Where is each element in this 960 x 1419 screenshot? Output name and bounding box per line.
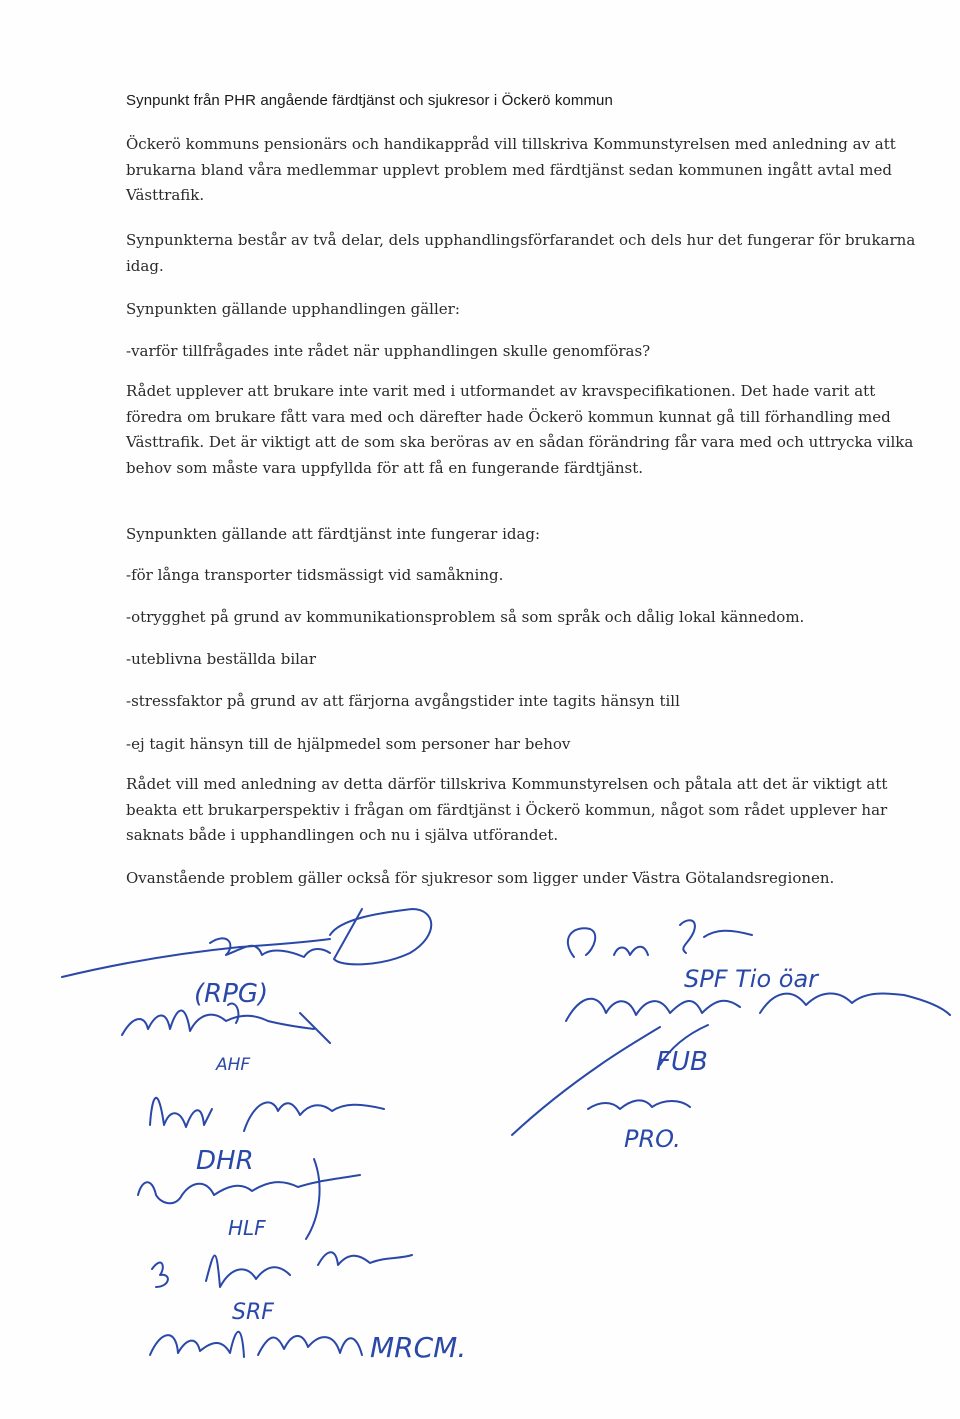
paragraph-issues-heading: Synpunkten gällande att färdtjänst inte fungerar idag: (126, 525, 541, 543)
issue-long-transports: -för långa transporter tidsmässigt vid samåkning. (126, 566, 504, 584)
org-label-srf: SRF (232, 1300, 274, 1325)
signature-pro (512, 1027, 690, 1153)
org-label-dhr: DHR (196, 1146, 254, 1176)
signature-block (0, 895, 960, 1395)
org-label-mrcm: MRCM. (370, 1331, 467, 1364)
org-label-ahf: AHF (216, 1055, 251, 1075)
paragraph-intro: Öckerö kommuns pensionärs och handikappråd vill tillskriva Kommunstyrelsen med anledning av att brukarna bland våra medlemmar upplevt problem med färdtjänst sedan kommunen ingått avtal med Västtrafik. (126, 135, 896, 204)
signature-mrcm (150, 1331, 466, 1364)
paragraph-procurement-heading: Synpunkten gällande upphandlingen gäller: (126, 300, 460, 318)
org-label-pro: PRO. (624, 1125, 681, 1153)
paragraph-procurement-question: -varför tillfrågades inte rådet när upphandlingen skulle genomföras? (126, 342, 651, 360)
org-label-spf: SPF Tio öar (684, 965, 819, 993)
signature-fub (566, 993, 950, 1077)
paragraph-two-parts: Synpunkterna består av två delar, dels upphandlingsförfarandet och dels hur det fungerar för brukarna idag. (126, 231, 916, 275)
document-title: Synpunkt från PHR angående färdtjänst och sjukresor i Öckerö kommun (126, 92, 613, 109)
signature-ahf (122, 1004, 330, 1075)
paragraph-conclusion: Rådet vill med anledning av detta därför tillskriva Kommunstyrelsen och påtala att det är viktigt att beakta ett brukarperspektiv i frågan om färdtjänst i Öckerö kommun, något som rådet upplever har saknats både i upphandlingen och nu i själva utförandet. (126, 775, 888, 844)
paragraph-council-experience: Rådet upplever att brukare inte varit med i utformandet av kravspecifikationen. Det hade varit att föredra om brukare fått vara med och därefter hade Öckerö kommun kunnat gå till förhandling med Västtrafik. Det är viktigt att de som ska beröras av en sådan förändring får vara med och uttrycka vilka behov som måste vara uppfyllda för att få en fungerande färdtjänst. (126, 382, 914, 477)
signature-dhr (150, 1098, 384, 1176)
issue-insecurity: -otrygghet på grund av kommunikationsproblem så som språk och dålig lokal kännedom. (126, 608, 805, 626)
signature-srf (152, 1252, 412, 1325)
signature-spf (568, 920, 820, 993)
org-label-rpg: (RPG) (194, 979, 269, 1009)
paragraph-sick-travel: Ovanstående problem gäller också för sjukresor som ligger under Västra Götalandsregionen. (126, 869, 835, 887)
issue-missing-cars: -uteblivna beställda bilar (126, 650, 317, 668)
issue-ferry-stress: -stressfaktor på grund av att färjorna avgångstider inte tagits hänsyn till (126, 692, 680, 710)
signature-rpg (62, 909, 431, 1009)
issue-aids-ignored: -ej tagit hänsyn till de hjälpmedel som personer har behov (126, 735, 571, 753)
org-label-hlf: HLF (228, 1216, 266, 1240)
org-label-fub: FUB (656, 1047, 708, 1077)
